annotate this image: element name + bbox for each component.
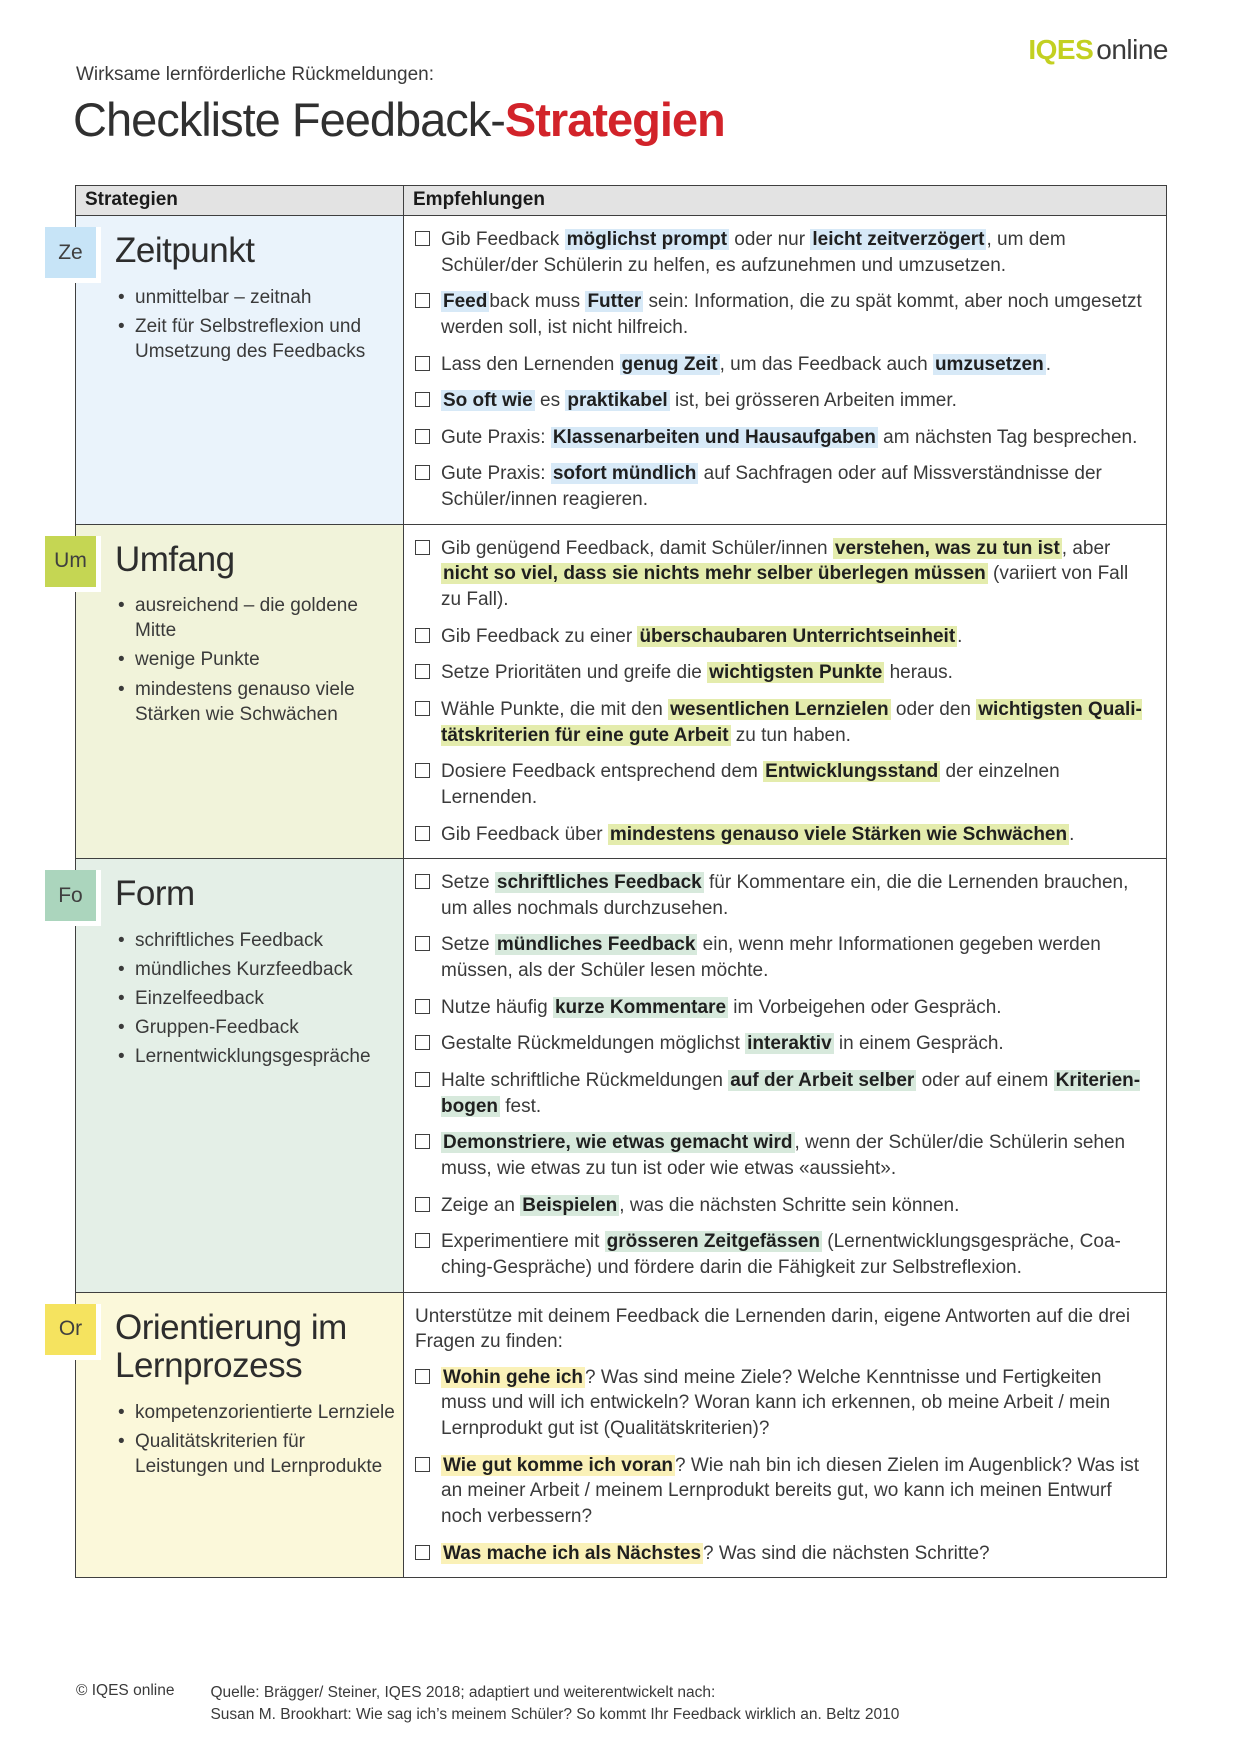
highlighted-text: Wohin gehe ich [443, 1366, 584, 1388]
recommendation-item [415, 388, 1150, 414]
highlighted-text: mindestens genauso viele Stärken wie Schwächen [609, 823, 1068, 845]
plain-text: heraus. [884, 662, 953, 684]
plain-text: ein, wenn mehr Informationen gegeben werden müssen, als der Schüler lesen möchte. [441, 934, 1101, 982]
source-line-1: Quelle: Brägger/ Steiner, IQES 2018; adaptiert und weiterentwickelt nach: [210, 1684, 716, 1701]
logo-online-text: online [1096, 34, 1168, 65]
strategy-bullet: • unmittelbar – zeitnah [135, 285, 395, 310]
plain-text: Gib Feedback zu einer [441, 625, 638, 647]
plain-text: Lass den Lernenden [441, 353, 620, 375]
recommendations-cell-zeitpunkt [404, 216, 1166, 524]
highlighted-text: Klassenarbeiten und Hausaufgaben [552, 426, 876, 448]
plain-text: Nutze häufig [441, 996, 553, 1018]
checkbox[interactable] [415, 763, 430, 778]
plain-text: (Lernentwicklungsgespräche, Coaching-Gespräche) und fördere darin die Fähigkeit zur Selbstreflexion. [441, 1231, 1121, 1278]
plain-text: Wähle Punkte, die mit den [441, 698, 669, 720]
checkbox[interactable] [415, 231, 430, 246]
plain-text: Setze [441, 934, 495, 956]
table-body [54, 216, 1166, 1577]
checkbox[interactable] [415, 664, 430, 679]
strategy-cell-zeitpunkt [76, 216, 404, 524]
highlighted-text: wichtigsten Punkte [709, 662, 883, 684]
checkbox[interactable] [415, 874, 430, 889]
recommendation-text [441, 352, 1051, 378]
strategy-bullet-list [115, 593, 395, 726]
checkbox[interactable] [415, 465, 430, 480]
highlighted-text: verstehen, was zu tun ist [834, 537, 1060, 559]
plain-text: (variiert von Fall zu Fall). [441, 563, 1129, 611]
highlighted-text: wichtigsten Qualitätskriterien für eine gute Arbeit [441, 698, 1142, 746]
checklist-table [54, 185, 1167, 1578]
strategy-bullet: • mindestens genauso viele Stärken wie Schwächen [135, 677, 395, 727]
highlighted-text: sofort mündlich [552, 463, 697, 485]
plain-text: oder nur [729, 229, 811, 250]
recommendation-text [441, 1130, 1150, 1181]
highlighted-text: Beispielen [522, 1194, 618, 1216]
recommendation-text [441, 1193, 959, 1219]
plain-text: Gute Praxis: [441, 463, 551, 485]
plain-text: , aber [1061, 537, 1111, 559]
checkbox[interactable] [415, 999, 430, 1014]
checkbox[interactable] [415, 1197, 430, 1212]
row-title-form: Form [115, 874, 195, 914]
highlighted-text: schriftliches Feedback [496, 872, 702, 894]
recommendation-item [415, 227, 1150, 278]
strategy-bullet: • kompetenzorientierte Lernziele [135, 1400, 395, 1425]
highlighted-text: nicht so viel, dass sie nichts mehr selber überlegen müssen [443, 563, 986, 585]
plain-text: ? Wie nah bin ich diesen Zielen im Augenblick? Was ist an meiner Arbeit / meinem Lernprodukt bereits gut, wo kann ich meinen Entwurf noch verbessern? [441, 1454, 1139, 1527]
plain-text: . [1069, 823, 1075, 845]
logo-iqes-text: IQES [1028, 34, 1094, 65]
recommendation-item [415, 1365, 1150, 1442]
recommendation-item [415, 536, 1150, 613]
plain-text: Gib Feedback [441, 229, 565, 250]
highlighted-text: Wie gut komme ich voran [443, 1454, 673, 1476]
recommendations-cell-form [404, 859, 1166, 1291]
recommendations-cell-umfang [404, 525, 1166, 858]
checkbox[interactable] [415, 356, 430, 371]
recommendation-text [441, 697, 1150, 748]
plain-text: Setze Prioritäten und greife die [441, 662, 708, 684]
highlighted-text: praktikabel [567, 390, 668, 412]
source-reference [210, 1682, 899, 1727]
strategy-cell-orientierung [76, 1293, 404, 1578]
recommendation-text [441, 227, 1150, 278]
plain-text: der einzelnen Lernenden. [441, 761, 1060, 808]
plain-text: ist, bei grösseren Arbeiten immer. [669, 390, 957, 412]
plain-text: oder auf einem [916, 1070, 1054, 1092]
plain-text: am nächsten Tag besprechen. [877, 426, 1138, 448]
iqes-online-logo [1028, 34, 1168, 66]
recommendation-item [415, 660, 1150, 686]
recommendation-text [441, 289, 1150, 340]
plain-text: auf Sachfragen oder auf Missverständnisse der Schüler/innen reagieren. [441, 463, 1102, 511]
strategy-cell-umfang [76, 525, 404, 858]
checkbox[interactable] [415, 1134, 430, 1149]
checkbox[interactable] [415, 293, 430, 308]
checkbox[interactable] [415, 1457, 430, 1472]
recommendation-item [415, 822, 1150, 848]
recommendation-item [415, 932, 1150, 983]
strategy-bullet: • Lernentwicklungsgespräche [135, 1044, 395, 1069]
checkbox[interactable] [415, 429, 430, 444]
table-row-umfang [54, 524, 1166, 858]
plain-text: in einem Gespräch. [833, 1033, 1004, 1055]
checkbox[interactable] [415, 1545, 430, 1560]
highlighted-text: umzusetzen [934, 353, 1044, 375]
plain-text: ? Was sind meine Ziele? Welche Kenntnisse und Fertigkeiten muss und will ich entwickeln? Woran kann ich erkennen, ob meine Arbeit / mein Lernprodukt gut ist (Qualitätskriterien)? [441, 1366, 1111, 1440]
table-row-orientierung [58, 1292, 1166, 1578]
recommendation-item [415, 870, 1150, 921]
plain-text: Halte schriftliche Rückmeldungen [441, 1070, 729, 1092]
strategy-bullet: • schriftliches Feedback [135, 928, 395, 953]
highlighted-text: So oft wie [443, 390, 533, 412]
recommendation-text [441, 660, 953, 686]
row-title-umfang: Umfang [115, 539, 235, 579]
copyright-text: © IQES online [76, 1682, 175, 1699]
strategy-bullet: • mündliches Kurzfeedback [135, 957, 395, 982]
document-subtitle: Wirksame lernförderliche Rückmeldungen: [76, 64, 434, 85]
recommendation-item [415, 461, 1150, 512]
recommendation-item [415, 425, 1150, 451]
plain-text: zu tun haben. [730, 724, 851, 746]
checkbox[interactable] [415, 1035, 430, 1050]
highlighted-text: kurze Kommentare [554, 996, 727, 1018]
recommendation-item [415, 1193, 1150, 1219]
table-row-zeitpunkt [58, 216, 1166, 524]
strategy-bullet: • Zeit für Selbstreflexion und Umsetzung des Feedbacks [135, 314, 395, 364]
recommendation-text [441, 1068, 1150, 1119]
highlighted-text: Kriterienbogen [441, 1070, 1141, 1117]
recommendation-item [415, 624, 1150, 650]
recommendation-text [441, 425, 1137, 451]
plain-text: . [957, 625, 963, 647]
plain-text: Zeige an [441, 1194, 521, 1216]
recommendations-intro: Unterstütze mit deinem Feedback die Lernenden darin, eigene Antworten auf die drei Fragen zu finden: [415, 1305, 1131, 1353]
checkbox[interactable] [415, 1369, 430, 1384]
table-row-form [58, 858, 1166, 1291]
plain-text: Experimentiere mit [441, 1231, 605, 1253]
recommendation-text [441, 536, 1150, 613]
recommendation-text [441, 759, 1150, 810]
strategy-bullet: • wenige Punkte [135, 647, 395, 672]
strategy-bullet-list [115, 1400, 395, 1479]
plain-text: oder den [890, 698, 977, 720]
recommendation-item [415, 995, 1150, 1021]
plain-text: fest. [500, 1095, 542, 1117]
row-title-zeitpunkt: Zeitpunkt [115, 231, 255, 270]
checkbox[interactable] [415, 1233, 430, 1248]
strategy-bullet: • ausreichend – die goldene Mitte [135, 593, 395, 643]
plain-text: , um das Feedback auch [719, 353, 933, 375]
plain-text: back muss [489, 291, 586, 313]
plain-text: Gute Praxis: [441, 426, 551, 448]
recommendation-text [441, 624, 962, 650]
plain-text: für Kommentare ein, die die Lernenden brauchen, um alles nochmals durchzusehen. [441, 872, 1129, 919]
recommendation-item [415, 759, 1150, 810]
strategy-bullet-list [115, 285, 395, 364]
checkbox[interactable] [415, 701, 430, 716]
recommendation-text [441, 1031, 1004, 1057]
recommendation-text [441, 995, 1002, 1021]
recommendation-text [441, 1229, 1150, 1280]
plain-text: , was die nächsten Schritte sein können. [619, 1194, 960, 1216]
plain-text: Gib genügend Feedback, damit Schüler/innen [441, 537, 833, 559]
column-header-empfehlungen: Empfehlungen [413, 189, 545, 210]
plain-text: Dosiere Feedback entsprechend dem [441, 761, 764, 783]
row-tag-orientierung: Or [45, 1304, 101, 1360]
highlighted-text: möglichst prompt [566, 229, 728, 250]
table-header-row [76, 186, 1166, 216]
plain-text: Gib Feedback über [441, 823, 608, 845]
row-tag-umfang: Um [45, 536, 101, 592]
checkbox[interactable] [415, 1072, 430, 1087]
highlighted-text: leicht zeitverzögert [812, 229, 985, 250]
recommendation-text [441, 1365, 1150, 1442]
checkbox[interactable] [415, 628, 430, 643]
recommendation-item [415, 1541, 1150, 1567]
recommendation-item [415, 1453, 1150, 1530]
row-tag-form: Fo [45, 870, 101, 926]
plain-text: , um dem Schüler/der Schülerin zu helfen, es aufzunehmen und umzusetzen. [441, 229, 1066, 276]
highlighted-text: Demonstriere, wie etwas gemacht wird [443, 1132, 793, 1154]
recommendation-text [441, 461, 1150, 512]
plain-text: sein: Information, die zu spät kommt, aber noch umgesetzt werden soll, ist nicht hilfreich. [441, 291, 1142, 338]
page-title [73, 92, 725, 147]
strategy-bullet: • Qualitätskriterien für Leistungen und Lernprodukte [135, 1429, 395, 1479]
page-title-black: Checkliste Feedback- [73, 93, 505, 146]
recommendation-text [441, 870, 1150, 921]
recommendation-item [415, 352, 1150, 378]
plain-text: , wenn der Schüler/die Schülerin sehen muss, wie etwas zu tun ist oder wie etwas «aussieht». [441, 1132, 1126, 1179]
recommendation-item [415, 1130, 1150, 1181]
recommendation-text [441, 388, 957, 414]
plain-text: es [534, 390, 566, 412]
plain-text: Gestalte Rückmeldungen möglichst [441, 1033, 746, 1055]
highlighted-text: mündliches Feedback [496, 934, 696, 956]
checkbox[interactable] [415, 392, 430, 407]
highlighted-text: Entwicklungsstand [765, 761, 939, 783]
strategy-cell-form [76, 859, 404, 1291]
plain-text: Setze [441, 872, 495, 894]
strategy-bullet-list [115, 928, 395, 1069]
strategy-bullet: • Gruppen-Feedback [135, 1015, 395, 1040]
page-footer [76, 1682, 899, 1727]
highlighted-text: wesentlichen Lernzielen [670, 698, 889, 720]
highlighted-text: grösseren Zeitgefässen [606, 1231, 820, 1253]
highlighted-text: Was mache ich als Nächstes [443, 1542, 702, 1564]
strategy-bullet: • Einzelfeedback [135, 986, 395, 1011]
highlighted-text: interaktiv [747, 1033, 832, 1055]
row-tag-zeitpunkt: Ze [45, 227, 101, 283]
recommendation-item [415, 697, 1150, 748]
page-title-red: Strategien [504, 93, 725, 146]
highlighted-text: Feed [443, 291, 488, 313]
plain-text: . [1045, 353, 1051, 375]
checkbox[interactable] [415, 936, 430, 951]
row-title-orientierung: Orientierung im Lernprozess [115, 1307, 347, 1385]
recommendation-text [441, 1541, 990, 1567]
plain-text: im Vorbeigehen oder Gespräch. [728, 996, 1002, 1018]
highlighted-text: Futter [587, 291, 642, 313]
recommendation-text [441, 932, 1150, 983]
recommendation-item [415, 1031, 1150, 1057]
recommendations-cell-orientierung [404, 1293, 1166, 1578]
highlighted-text: genug Zeit [621, 353, 718, 375]
checkbox[interactable] [415, 826, 430, 841]
highlighted-text: auf der Arbeit selber [730, 1070, 915, 1092]
source-line-2: Susan M. Brookhart: Wie sag ich’s meinem Schüler? So kommt Ihr Feedback wirklich an. Beltz 2010 [210, 1706, 900, 1724]
highlighted-text: überschaubaren Unterrichtseinheit [639, 625, 956, 647]
recommendation-item [415, 1068, 1150, 1119]
column-header-strategien: Strategien [76, 186, 404, 215]
recommendation-item [415, 1229, 1150, 1280]
checkbox[interactable] [415, 540, 430, 555]
recommendation-text [441, 822, 1074, 848]
plain-text: ? Was sind die nächsten Schritte? [703, 1542, 990, 1564]
recommendation-item [415, 289, 1150, 340]
recommendation-text [441, 1453, 1150, 1530]
